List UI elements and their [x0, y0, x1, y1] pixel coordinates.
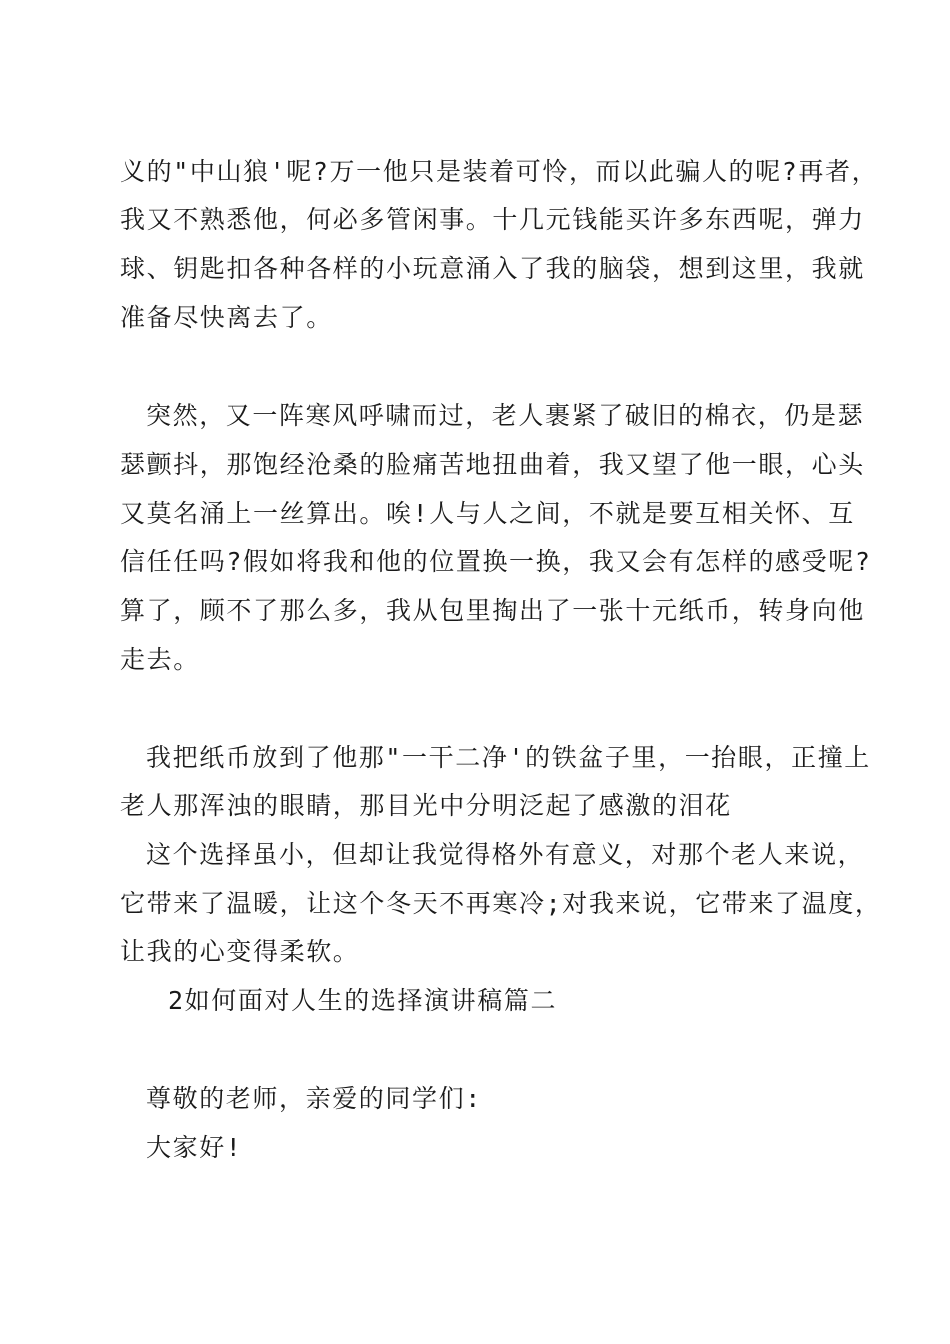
paragraph-1-line-3: 球、钥匙扣各种各样的小玩意涌入了我的脑袋，想到这里，我就 — [120, 254, 865, 283]
salutation: 尊敬的老师，亲爱的同学们: — [146, 1084, 482, 1113]
paragraph-4-line-2: 它带来了温暖，让这个冬天不再寒冷;对我来说，它带来了温度， — [120, 889, 882, 918]
paragraph-4-line-3: 让我的心变得柔软。 — [120, 937, 360, 966]
paragraph-2-line-4: 信任任吗?假如将我和他的位置换一换，我又会有怎样的感受呢? — [120, 547, 872, 576]
paragraph-2-line-5: 算了，顾不了那么多，我从包里掏出了一张十元纸币，转身向他 — [120, 596, 865, 625]
paragraph-1-line-1: 义的"中山狼'呢?万一他只是装着可怜，而以此骗人的呢?再者， — [120, 157, 879, 186]
paragraph-2-line-2: 瑟颤抖，那饱经沧桑的脸痛苦地扭曲着，我又望了他一眼，心头 — [120, 450, 865, 479]
paragraph-2-line-1: 突然，又一阵寒风呼啸而过，老人裹紧了破旧的棉衣，仍是瑟 — [146, 401, 865, 430]
greeting: 大家好! — [146, 1133, 243, 1162]
paragraph-2-line-3: 又莫名涌上一丝算出。唉!人与人之间，不就是要互相关怀、互 — [120, 499, 855, 528]
paragraph-3-line-1: 我把纸币放到了他那"一干二净'的铁盆子里，一抬眼，正撞上 — [146, 743, 871, 772]
section-heading: 2如何面对人生的选择演讲稿篇二 — [168, 986, 558, 1015]
paragraph-4-line-1: 这个选择虽小，但却让我觉得格外有意义，对那个老人来说， — [146, 840, 865, 869]
paragraph-1-line-4: 准备尽快离去了。 — [120, 303, 333, 332]
paragraph-2-line-6: 走去。 — [120, 645, 200, 674]
paragraph-3-line-2: 老人那浑浊的眼睛，那目光中分明泛起了感激的泪花 — [120, 791, 732, 820]
paragraph-1-line-2: 我又不熟悉他，何必多管闲事。十几元钱能买许多东西呢，弹力 — [120, 205, 865, 234]
